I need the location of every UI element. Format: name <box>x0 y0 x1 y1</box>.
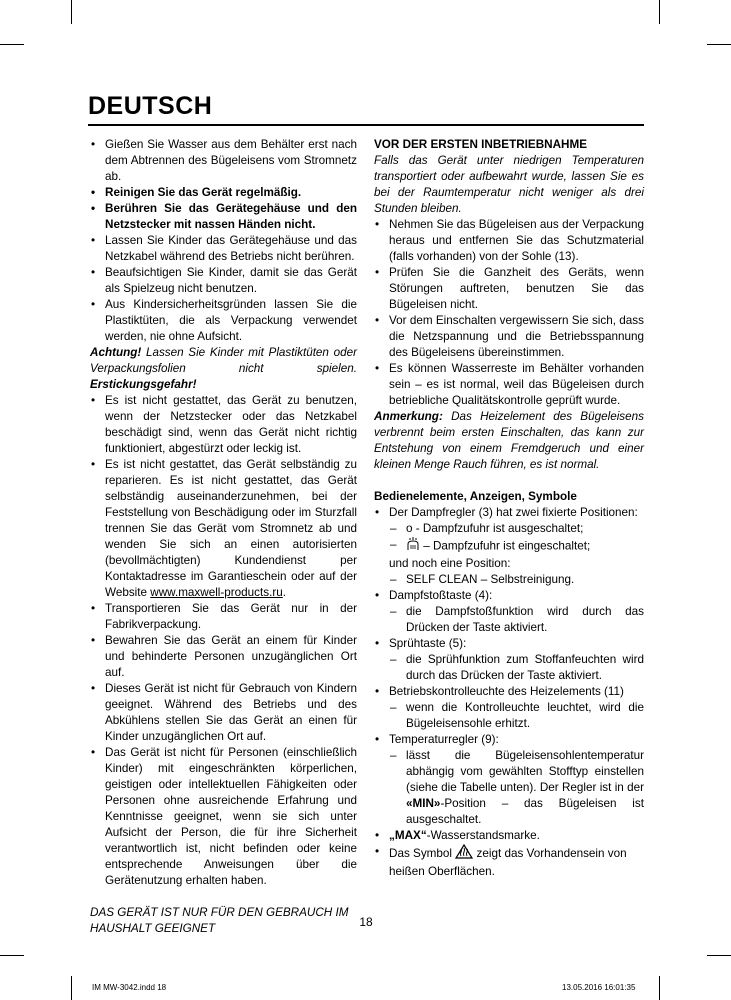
list-item <box>90 457 357 601</box>
list-item: • Es können Wasserreste im Behälter vorhanden sein – es ist normal, weil das Bügeleisen durch betriebliche Qualitätskontrolle geprüft wurde. <box>374 361 644 409</box>
list-item: • Prüfen Sie die Ganzheit des Geräts, wenn Störungen auftreten, benutzen Sie das Bügeleisen nicht. <box>374 265 644 313</box>
list-item: • Beaufsichtigen Sie Kinder, damit sie das Gerät als Spielzeug nicht benutzen. <box>90 265 357 297</box>
sub-item <box>374 537 644 556</box>
crop-mark <box>659 0 660 24</box>
list-item-text: -Wasserstandsmarke. <box>426 829 540 842</box>
sub-item: – die Sprühfunktion zum Stoffanfeuchten wird durch das Drücken der Taste aktiviert. <box>374 652 644 684</box>
sub-item: – o - Dampfzufuhr ist ausgeschaltet; <box>374 521 644 537</box>
crop-mark <box>659 976 660 1000</box>
list-item: • Berühren Sie das Gerätegehäuse und den Netzstecker mit nassen Händen nicht. <box>90 201 357 233</box>
crop-mark <box>707 955 731 956</box>
list-item-text: Das Symbol <box>389 847 456 861</box>
sub-item-text: -Position – das Bügeleisen ist ausgeschaltet. <box>406 797 644 826</box>
list-item: • Nehmen Sie das Bügeleisen aus der Verpackung heraus und entfernen Sie das Schutzmaterial (falls vorhanden) von der Sohle (13). <box>374 217 644 265</box>
warning-label: Achtung! <box>90 346 142 359</box>
crop-mark <box>707 44 731 45</box>
note <box>374 409 644 473</box>
section-title: Bedienelemente, Anzeigen, Symbole <box>374 490 577 503</box>
list-item: • Vor dem Einschalten vergewissern Sie sich, dass die Netzspannung und die Betriebsspannung des Bügeleisens übereinstimmen. <box>374 313 644 361</box>
max-label: „MAX“ <box>389 829 427 842</box>
sub-item-text: – Dampfzufuhr ist eingeschaltet; <box>420 539 591 553</box>
list-item: • Betriebskontrolleuchte des Heizelements (11) <box>374 684 644 700</box>
warning-note <box>90 345 357 393</box>
footer-timestamp: 13.05.2016 16:01:35 <box>562 983 636 992</box>
list-item: • Dieses Gerät ist nicht für Gebrauch von Kindern geeignet. Während des Betriebs und des Abkühlens stellen Sie das Gerät an einen für Kinder unzugänglichen Ort auf. <box>90 681 357 745</box>
list-item: • Der Dampfregler (3) hat zwei fixierte Positionen: <box>374 505 644 521</box>
website-link[interactable]: www.maxwell-products.ru <box>150 586 283 599</box>
page-number: 18 <box>359 915 373 929</box>
warning-text: Lassen Sie Kinder mit Plastiktüten oder Verpackungsfolien nicht spielen. <box>90 346 357 375</box>
list-item: • Das Gerät ist nicht für Personen (einschließlich Kinder) mit eingeschränkten körperlichen, geistigen oder intellektuellen Fähigkeiten oder Personen ohne ausreichende Erfahrung und Kenntnisse geeignet, wenn sie sich unter Aufsicht der Person, die für ihre Sicherheit verantwortlich ist, nicht befinden oder keine entsprechende Anweisungen über die Gerätenutzung erhalten haben. <box>90 745 357 889</box>
list-item <box>374 828 644 844</box>
steam-icon <box>406 537 420 556</box>
hot-surface-icon <box>455 844 473 864</box>
list-item-text: . <box>282 586 287 599</box>
sub-item: – SELF CLEAN – Selbstreinigung. <box>374 572 644 588</box>
list-item: • Gießen Sie Wasser aus dem Behälter erst nach dem Abtrennen des Bügeleisens vom Stromnetz ab. <box>90 137 357 185</box>
household-notice: DAS GERÄT IST NUR FÜR DEN GEBRAUCH IM HAUSHALT GEEIGNET <box>90 906 349 935</box>
min-label: «MIN» <box>406 797 441 810</box>
list-item: • Dampfstoßtaste (4): <box>374 588 644 604</box>
page-heading: DEUTSCH <box>88 92 213 120</box>
sub-item: – wenn die Kontrolleuchte leuchtet, wird die Bügeleisensohle erhitzt. <box>374 700 644 732</box>
sub-item: – die Dampfstoßfunktion wird durch das Drücken der Taste aktiviert. <box>374 604 644 636</box>
warning-emphasis: Erstickungsgefahr! <box>90 378 197 391</box>
heading-rule <box>88 124 644 126</box>
list-item: • Es ist nicht gestattet, das Gerät zu benutzen, wenn der Netzstecker oder das Netzkabel beschädigt sind, wenn das Gerät nicht richtig funktioniert, abgestürzt oder leckig ist. <box>90 393 357 457</box>
section-intro: Falls das Gerät unter niedrigen Temperaturen transportiert oder aufbewahrt wurde, lassen Sie es bei der Raumtemperatur nicht weniger als drei Stunden bleiben. <box>374 154 644 215</box>
list-item: • Bewahren Sie das Gerät an einem für Kinder und behinderte Personen unzugänglichen Ort auf. <box>90 633 357 681</box>
sub-item-text: lässt die Bügeleisensohlentemperatur abhängig vom gewählten Stofftyp einstellen (siehe die Tabelle unten). Der Regler ist in der <box>406 749 644 794</box>
list-item-text: Es ist nicht gestattet, das Gerät selbständig zu reparieren. Es ist nicht gestattet, das Gerät selbständig auseinanderzunehmen, bei der Feststellung von Beschädigung oder im Sturzfall trennen Sie das Gerät vom Stromnetz ab und wenden Sie sich an einen autorisierten (bevollmächtigten) Kundendienst per Kontaktadresse im Garantieschein oder auf der Website <box>105 458 357 599</box>
list-item: • Sprühtaste (5): <box>374 636 644 652</box>
crop-mark <box>71 0 72 24</box>
list-item: • Reinigen Sie das Gerät regelmäßig. <box>90 185 357 201</box>
note-text: Das Heizelement des Bügeleisens verbrennt beim ersten Einschalten, das kann zur Entstehung von einem Fremdgeruch und einer kleinen Menge Rauch führen, es ist normal. <box>374 410 644 471</box>
left-column <box>90 137 357 937</box>
section-title: VOR DER ERSTEN INBETRIEBNAHME <box>374 138 587 151</box>
right-column <box>374 137 644 880</box>
footer-file: IM MW-3042.indd 18 <box>92 983 167 992</box>
list-item <box>374 844 644 880</box>
crop-mark <box>0 955 24 956</box>
list-item: • Aus Kindersicherheitsgründen lassen Sie die Plastiktüten, die als Verpackung verwendet werden, nie ohne Aufsicht. <box>90 297 357 345</box>
crop-mark <box>0 44 24 45</box>
crop-mark <box>71 976 72 1000</box>
list-item: • Lassen Sie Kinder das Gerätegehäuse und das Netzkabel während des Betriebs nicht berühren. <box>90 233 357 265</box>
list-item-text: und noch eine Position: <box>389 557 511 570</box>
sub-item <box>374 748 644 828</box>
list-item: • Temperaturregler (9): <box>374 732 644 748</box>
note-label: Anmerkung: <box>374 410 443 423</box>
list-item: • Transportieren Sie das Gerät nur in der Fabrikverpackung. <box>90 601 357 633</box>
list-item-text: zeigt das Vorhandensein von heißen Oberflächen. <box>389 847 627 878</box>
